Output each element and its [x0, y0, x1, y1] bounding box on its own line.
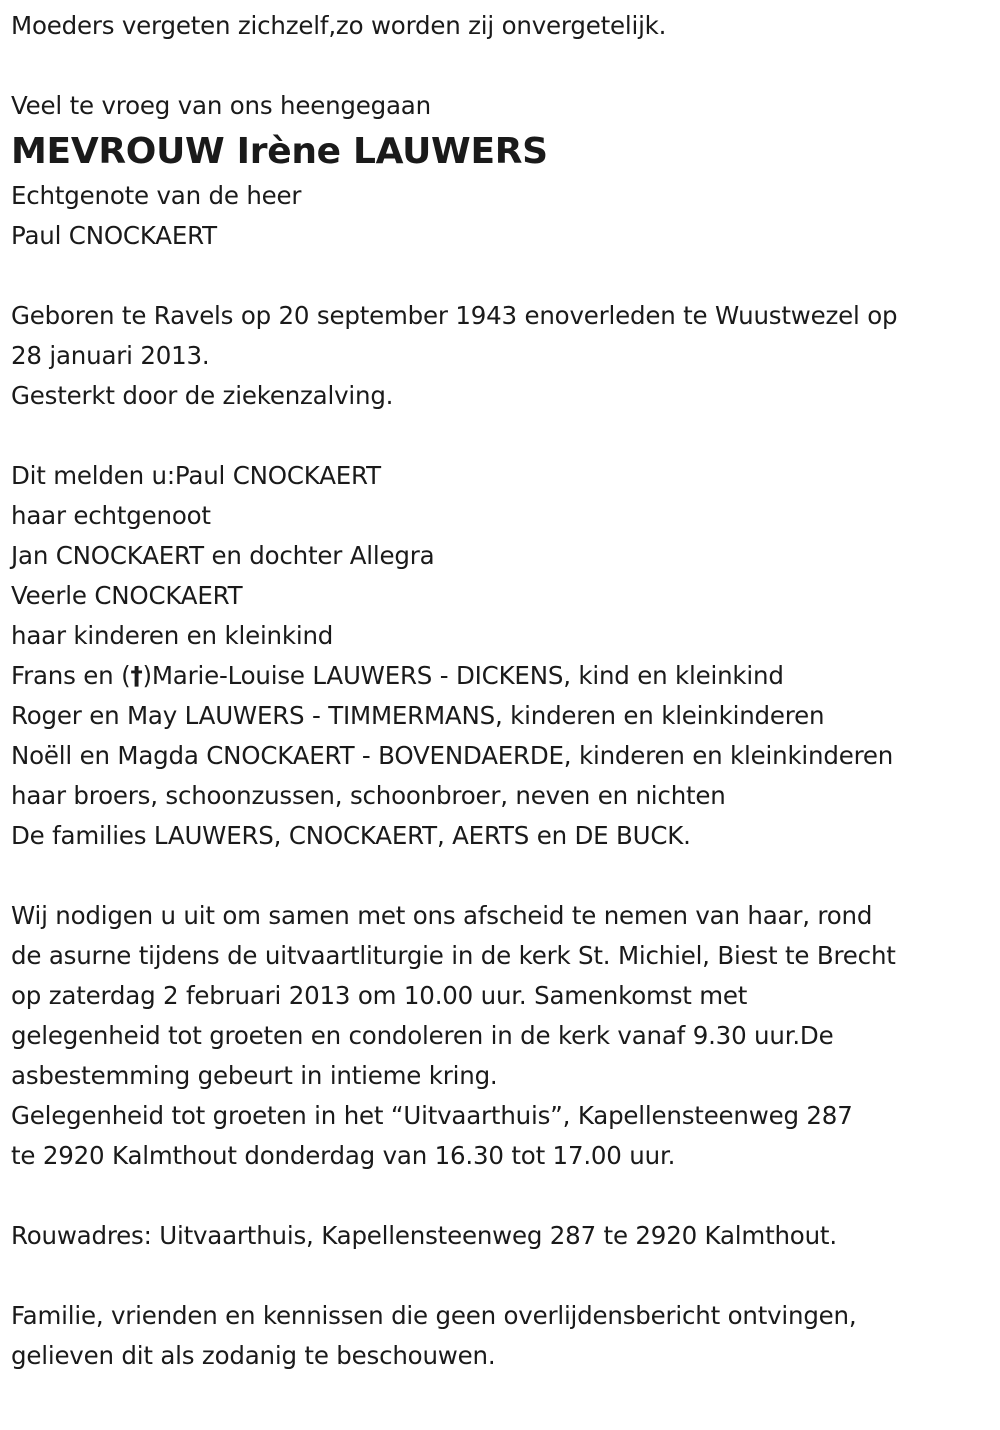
closing-line: gelieven dit als zodanig te beschouwen.: [11, 1341, 496, 1370]
funeral-line: te 2920 Kalmthout donderdag van 16.30 tot 17.00 uur.: [11, 1141, 676, 1170]
deceased-name: MEVROUW Irène LAUWERS: [11, 131, 548, 172]
family-line-frans-prefix: Frans en (: [11, 661, 131, 690]
funeral-line: gelegenheid tot groeten en condoleren in de kerk vanaf 9.30 uur.De: [11, 1021, 834, 1050]
spacer: [11, 856, 996, 896]
spacer: [11, 1256, 996, 1296]
family-line: haar broers, schoonzussen, schoonbroer, neven en nichten: [11, 781, 726, 810]
obituary-notice: [11, 6, 996, 1376]
family-line: Jan CNOCKAERT en dochter Allegra: [11, 541, 435, 570]
funeral-line: de asurne tijdens de uitvaartliturgie in de kerk St. Michiel, Biest te Brecht: [11, 941, 896, 970]
closing-line: Familie, vrienden en kennissen die geen overlijdensbericht ontvingen,: [11, 1301, 857, 1330]
funeral-line: asbestemming gebeurt in intieme kring.: [11, 1061, 498, 1090]
family-line: De families LAUWERS, CNOCKAERT, AERTS en DE BUCK.: [11, 821, 691, 850]
birth-death-line: 28 januari 2013.: [11, 341, 210, 370]
birth-death-line: Geboren te Ravels op 20 september 1943 enoverleden te Wuustwezel op: [11, 301, 898, 330]
family-line-frans: [11, 656, 996, 696]
funeral-line: Gelegenheid tot groeten in het “Uitvaarthuis”, Kapellensteenweg 287: [11, 1101, 853, 1130]
family-line: Roger en May LAUWERS - TIMMERMANS, kinderen en kleinkinderen: [11, 701, 825, 730]
intro-quote: Moeders vergeten zichzelf,zo worden zij onvergetelijk.: [11, 11, 667, 40]
family-line: haar kinderen en kleinkind: [11, 621, 334, 650]
spacer: [11, 256, 996, 296]
family-line: haar echtgenoot: [11, 501, 211, 530]
cross-icon: †: [130, 661, 143, 690]
anointing-line: Gesterkt door de ziekenzalving.: [11, 381, 394, 410]
funeral-line: op zaterdag 2 februari 2013 om 10.00 uur. Samenkomst met: [11, 981, 748, 1010]
family-line: Noëll en Magda CNOCKAERT - BOVENDAERDE, kinderen en kleinkinderen: [11, 741, 894, 770]
spacer: [11, 1176, 996, 1216]
deceased-relation: Echtgenote van de heer: [11, 181, 302, 210]
spacer: [11, 416, 996, 456]
family-line-frans-suffix: )Marie-Louise LAUWERS - DICKENS, kind en kleinkind: [142, 661, 784, 690]
spacer: [11, 46, 996, 86]
family-line: Veerle CNOCKAERT: [11, 581, 243, 610]
funeral-line: Wij nodigen u uit om samen met ons afscheid te nemen van haar, rond: [11, 901, 873, 930]
deceased-spouse: Paul CNOCKAERT: [11, 221, 217, 250]
family-line: Dit melden u:Paul CNOCKAERT: [11, 461, 381, 490]
intro-subtitle: Veel te vroeg van ons heengegaan: [11, 91, 431, 120]
mourning-address: Rouwadres: Uitvaarthuis, Kapellensteenweg 287 te 2920 Kalmthout.: [11, 1221, 837, 1250]
